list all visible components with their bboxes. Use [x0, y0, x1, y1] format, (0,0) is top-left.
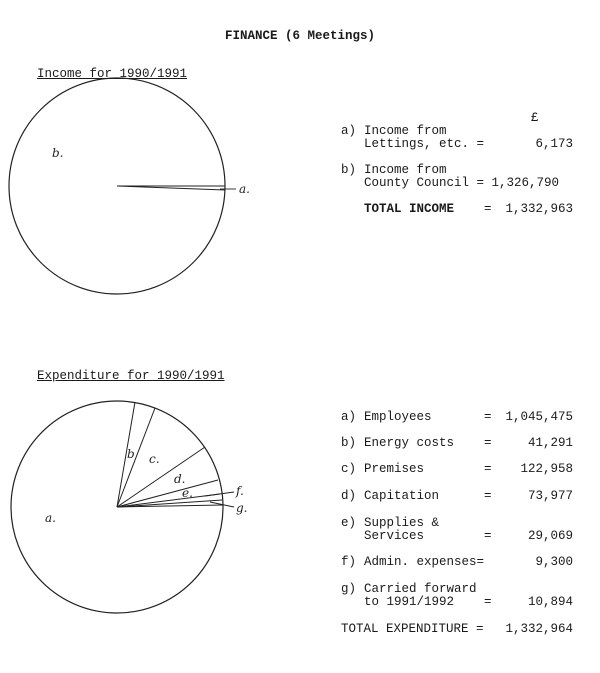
income-pie-label-a: a. — [239, 182, 250, 196]
exp-item-d-key: d) — [341, 489, 357, 503]
exp-item-a-amount: 1,045,475 — [505, 410, 573, 424]
exp-item-e-label: Supplies & — [364, 516, 440, 530]
exp-item-a-eq: = — [484, 410, 492, 424]
exp-pie-label-b: b — [127, 447, 135, 461]
exp-item-e-eq: = — [484, 529, 492, 543]
exp-pie-label-f: f. — [236, 484, 244, 498]
exp-item-d-label: Capitation — [364, 489, 440, 503]
exp-total-amount: 1,332,964 — [505, 622, 573, 636]
exp-item-c-eq: = — [484, 462, 492, 476]
exp-item-c-label: Premises — [364, 462, 425, 476]
exp-item-e-key: e) — [341, 516, 357, 530]
exp-item-g-label: Carried forward — [364, 582, 477, 596]
exp-radius-e-start — [117, 480, 218, 507]
exp-item-g-eq: = — [484, 595, 492, 609]
exp-label-f-leader — [205, 492, 234, 496]
exp-item-g-key: g) — [341, 582, 357, 596]
exp-pie-label-a: a. — [45, 511, 56, 525]
exp-item-d-eq: = — [484, 489, 492, 503]
exp-item-b-amount: 41,291 — [527, 436, 573, 450]
exp-pie-label-c: c. — [149, 452, 160, 466]
exp-item-a-key: a) — [341, 410, 357, 424]
income-total-amount: 1,332,963 — [505, 202, 573, 216]
expenditure-heading: Expenditure for 1990/1991 — [37, 369, 225, 383]
exp-pie-label-d: d. — [174, 472, 186, 486]
exp-item-b-eq: = — [484, 436, 492, 450]
income-item-a-amount: 6,173 — [535, 137, 573, 151]
income-pie-label-b: b. — [52, 146, 64, 160]
income-item-b-line1: Income from — [364, 163, 447, 177]
page-title: FINANCE (6 Meetings) — [224, 29, 376, 43]
expenditure-table — [341, 411, 579, 641]
exp-item-c-amount: 122,958 — [520, 462, 573, 476]
exp-total-label: TOTAL EXPENDITURE = — [341, 622, 484, 636]
exp-item-e-label2: Services — [364, 529, 425, 543]
exp-item-g-amount: 10,894 — [527, 595, 573, 609]
income-item-b-line2: County Council = 1,326,790 — [364, 176, 560, 190]
exp-label-g-leader — [210, 502, 234, 507]
income-total-label: TOTAL INCOME — [364, 202, 455, 216]
exp-item-b-label: Energy costs — [364, 436, 455, 450]
exp-item-a-label: Employees — [364, 410, 432, 424]
exp-item-b-key: b) — [341, 436, 357, 450]
income-item-b-key: b) — [341, 163, 357, 177]
currency-symbol: £ — [531, 111, 539, 125]
exp-pie-label-e: e. — [182, 486, 193, 500]
exp-item-d-amount: 73,977 — [527, 489, 573, 503]
exp-item-g-label2: to 1991/1992 — [364, 595, 455, 609]
income-item-a-key: a) — [341, 124, 357, 138]
income-heading: Income for 1990/1991 — [37, 67, 188, 81]
exp-item-f-amount: 9,300 — [535, 555, 573, 569]
income-item-a-line2: Lettings, etc. = — [364, 137, 485, 151]
income-item-a-line1: Income from — [364, 124, 447, 138]
exp-pie-label-g: g. — [236, 501, 248, 515]
exp-item-f-label: Admin. expenses= — [364, 555, 485, 569]
exp-item-c-key: c) — [341, 462, 357, 476]
income-total-eq: = — [484, 202, 492, 216]
exp-item-e-amount: 29,069 — [527, 529, 573, 543]
exp-item-f-key: f) — [341, 555, 357, 569]
